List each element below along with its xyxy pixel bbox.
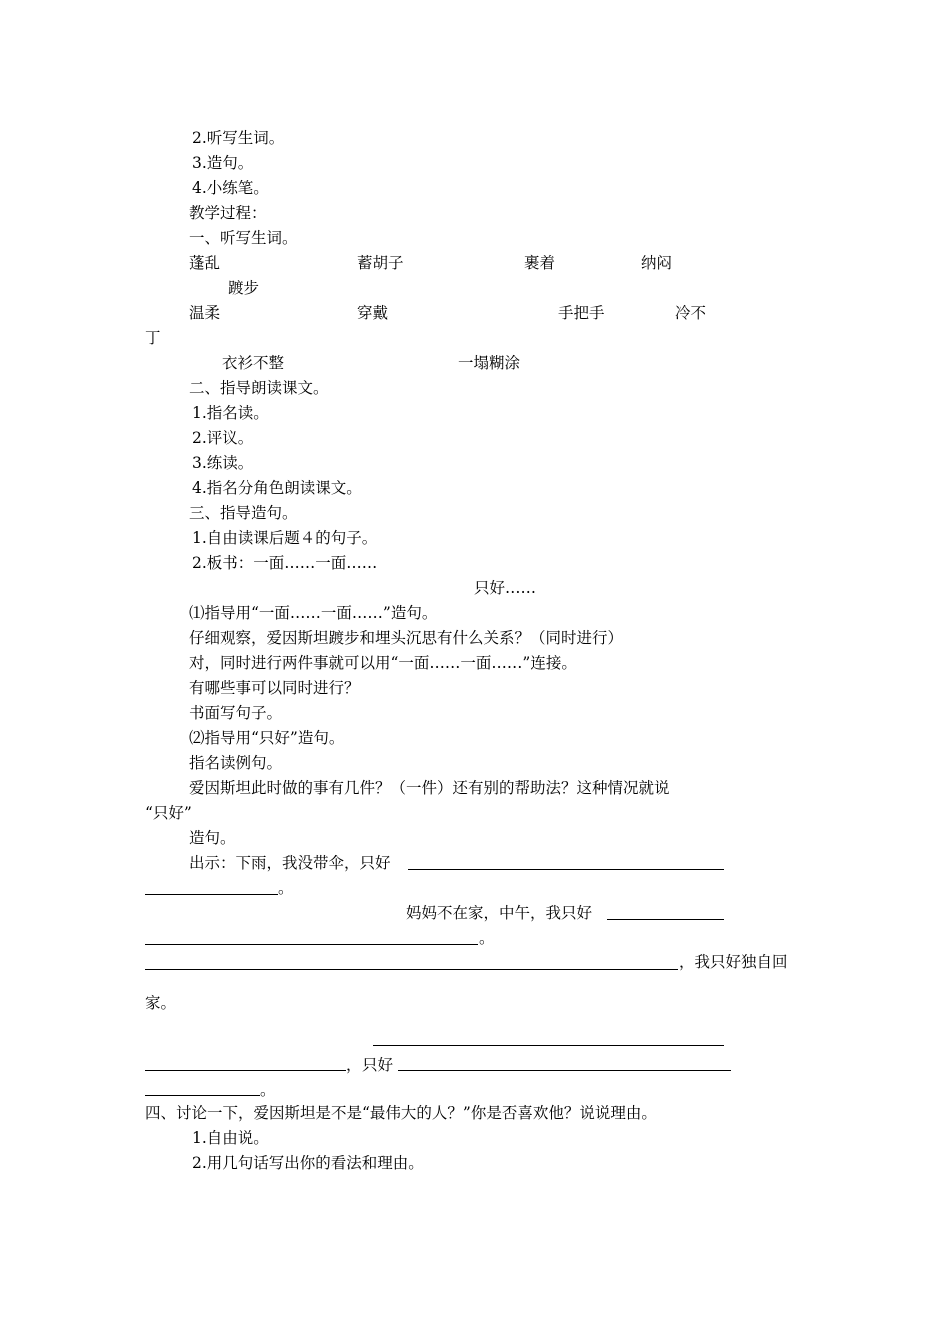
paragraph: 书面写句子。 bbox=[189, 704, 283, 722]
blank-line bbox=[145, 1095, 260, 1096]
word: 纳闷 bbox=[641, 254, 673, 272]
blank-line bbox=[607, 919, 724, 920]
task-item-2: 2.听写生词。 bbox=[192, 129, 285, 147]
section-3-title: 三、指导造句。 bbox=[189, 504, 298, 522]
comma: ， bbox=[346, 1056, 362, 1074]
task-item-3: 3.造句。 bbox=[192, 154, 254, 172]
word: 温柔 bbox=[189, 304, 221, 322]
paragraph: ⑴指导用“一面……一面……”造句。 bbox=[189, 604, 438, 622]
paragraph: 仔细观察，爱因斯坦踱步和埋头沉思有什么关系？（同时进行） bbox=[189, 629, 624, 647]
word: 踱步 bbox=[228, 279, 260, 297]
blank-line bbox=[408, 869, 724, 870]
section-2-title: 二、指导朗读课文。 bbox=[189, 379, 329, 397]
period: 。 bbox=[479, 929, 495, 947]
blank-line bbox=[145, 894, 278, 895]
paragraph: 对，同时进行两件事就可以用“一面……一面……”连接。 bbox=[189, 654, 577, 672]
paragraph: ⑵指导用“只好”造句。 bbox=[189, 729, 345, 747]
list-item: 3.练读。 bbox=[192, 454, 254, 472]
section-1-title: 一、听写生词。 bbox=[189, 229, 298, 247]
list-item: 4.指名分角色朗读课文。 bbox=[192, 479, 362, 497]
blank-line bbox=[145, 1070, 346, 1071]
blank-line bbox=[145, 944, 478, 945]
paragraph-wrap: “只好” bbox=[145, 804, 192, 822]
word: 蓬乱 bbox=[189, 254, 221, 272]
word: 一塌糊涂 bbox=[458, 354, 521, 372]
blank-line bbox=[398, 1070, 731, 1071]
paragraph: 指名读例句。 bbox=[189, 754, 283, 772]
list-item: 2.板书：一面……一面…… bbox=[192, 554, 378, 572]
blank-line bbox=[145, 969, 678, 970]
paragraph: 爱因斯坦此时做的事有几件？（一件）还有别的帮助法？这种情况就说 bbox=[189, 779, 670, 797]
word: 蓄胡子 bbox=[357, 254, 404, 272]
list-item: 2.用几句话写出你的看法和理由。 bbox=[192, 1154, 424, 1172]
list-item: 1.指名读。 bbox=[192, 404, 269, 422]
list-item: 1.自由说。 bbox=[192, 1129, 269, 1147]
word: 冷不 bbox=[675, 304, 707, 322]
word: 衣衫不整 bbox=[222, 354, 285, 372]
word: 裹着 bbox=[524, 254, 556, 272]
word-wrap: 丁 bbox=[145, 329, 161, 347]
process-title: 教学过程： bbox=[189, 204, 267, 222]
period: 。 bbox=[260, 1081, 276, 1099]
task-item-4: 4.小练笔。 bbox=[192, 179, 269, 197]
exercise-3-wrap: 家。 bbox=[145, 994, 177, 1012]
list-item: 1.自由读课后题４的句子。 bbox=[192, 529, 378, 547]
paragraph: 造句。 bbox=[189, 829, 236, 847]
period: 。 bbox=[278, 879, 294, 897]
section-4-title: 四、讨论一下，爱因斯坦是不是“最伟大的人？”你是否喜欢他？说说理由。 bbox=[145, 1104, 657, 1122]
exercise-4-text: 只好 bbox=[362, 1056, 394, 1074]
board-text: 只好…… bbox=[474, 579, 537, 597]
word: 手把手 bbox=[558, 304, 605, 322]
blank-line bbox=[373, 1045, 724, 1046]
word: 穿戴 bbox=[357, 304, 389, 322]
paragraph: 有哪些事可以同时进行？ bbox=[189, 679, 360, 697]
exercise-2-text: 妈妈不在家，中午，我只好 bbox=[406, 904, 593, 922]
list-item: 2.评议。 bbox=[192, 429, 254, 447]
exercise-1-text: 出示：下雨，我没带伞，只好 bbox=[189, 854, 391, 872]
exercise-3-text: ，我只好独自回 bbox=[679, 953, 788, 971]
